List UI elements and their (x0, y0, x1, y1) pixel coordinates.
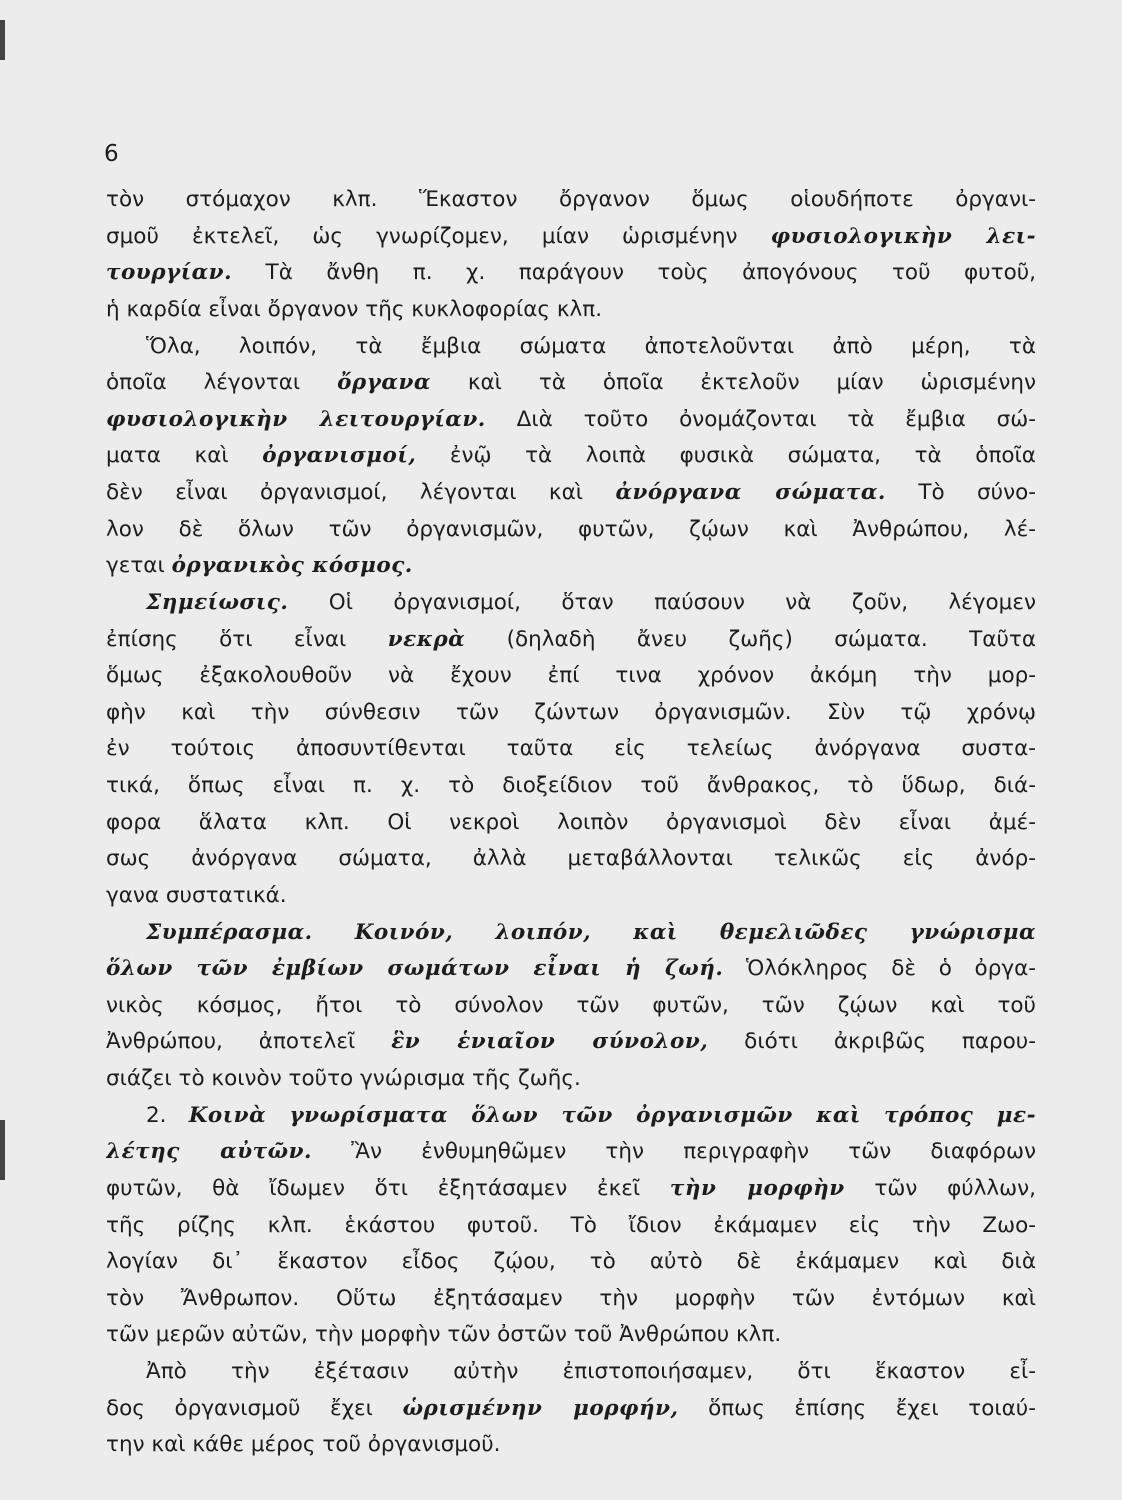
text-segment: δὲν εἶναι ὀργανισμοί, λέγονται καὶ (106, 480, 616, 505)
text-segment: λον δὲ ὅλων τῶν ὀργανισμῶν, φυτῶν, ζῴων καὶ Ἀνθρώπου, λέ- (106, 516, 1036, 542)
text-segment: φυτῶν, θὰ ἴδωμεν ὅτι ἐξητάσαμεν ἐκεῖ (106, 1175, 670, 1201)
body-text (106, 182, 1036, 1464)
text-segment: ὅπως ἐπίσης ἔχει τοιαύ- (678, 1395, 1036, 1421)
text-line (106, 365, 1036, 402)
text-line (106, 585, 1036, 622)
text-line (106, 402, 1036, 439)
text-line (106, 988, 1036, 1025)
text-segment: τὸν στόμαχον κλπ. Ἕκαστον ὄργανον ὅμως οἱουδήποτε ὀργανι- (106, 187, 1036, 212)
text-line (106, 951, 1036, 988)
emphasized-term: ὡρισμένην μορφήν, (402, 1395, 679, 1421)
text-segment: νικὸς κόσμος, ἤτοι τὸ σύνολον τῶν φυτῶν, τῶν ζῴων καὶ τοῦ (106, 992, 1036, 1018)
text-line (106, 1391, 1036, 1428)
text-segment: σιάζει τὸ κοινὸν τοῦτο γνώρισμα τῆς ζωῆς. (106, 1066, 581, 1091)
text-line (106, 1024, 1036, 1061)
emphasized-term: ὀργανισμοί, (262, 443, 417, 469)
text-segment: τὸν Ἄνθρωπον. Οὕτω ἐξητάσαμεν τὴν μορφὴν τῶν ἐντόμων καὶ (106, 1285, 1036, 1311)
text-line (106, 182, 1036, 219)
text-line (106, 1317, 1036, 1354)
text-segment: Τὸ σύνο- (885, 480, 1036, 505)
text-segment: φὴν καὶ τὴν σύνθεσιν τῶν ζώντων ὀργανισμῶν. Σὺν τῷ χρόνῳ (106, 699, 1036, 725)
text-segment: σμοῦ ἐκτελεῖ, ὡς γνωρίζομεν, μίαν ὡρισμένην (106, 223, 771, 249)
scan-edge-mark-middle (0, 1120, 5, 1180)
text-line (106, 292, 1036, 329)
emphasized-term: ὅλων τῶν ἐμβίων σωμάτων εἶναι ἡ ζωή. (106, 956, 724, 982)
text-segment: 2. (146, 1102, 189, 1128)
text-segment: τῶν μερῶν αὐτῶν, τὴν μορφὴν τῶν ὀστῶν τοῦ Ἀνθρώπου κλπ. (106, 1322, 782, 1348)
text-segment: τῶν φύλλων, (844, 1175, 1036, 1201)
text-line (106, 731, 1036, 768)
text-line (106, 805, 1036, 842)
text-line (106, 1061, 1036, 1098)
scan-edge-mark-top (0, 20, 5, 60)
emphasized-term: Κοινὰ γνωρίσματα ὅλων τῶν ὀργανισμῶν καὶ τρόπος με- (188, 1102, 1036, 1128)
text-segment: γεται (106, 553, 172, 579)
text-line (106, 841, 1036, 878)
emphasized-term: Συμπέρασμα. Κοινόν, λοιπόν, καὶ θεμελιῶδες γνώρισμα (146, 919, 1036, 945)
text-line (106, 1354, 1036, 1391)
text-segment: Ὅλα, λοιπόν, τὰ ἔμβια σώματα ἀποτελοῦνται ἀπὸ μέρη, τὰ (146, 333, 1036, 359)
text-line (106, 1208, 1036, 1245)
text-segment: Οἱ ὀργανισμοί, ὅταν παύσουν νὰ ζοῦν, λέγομεν (288, 589, 1036, 615)
text-segment: ματα καὶ (106, 443, 263, 469)
emphasized-term: ἀνόργανα σώματα. (615, 480, 886, 505)
text-segment: Ὁλόκληρος δὲ ὁ ὀργα- (723, 956, 1036, 982)
emphasized-term: ὀργανικὸς κόσμος. (171, 553, 413, 579)
text-segment: (δηλαδὴ ἄνευ ζωῆς) σώματα. Ταῦτα (465, 626, 1036, 652)
text-line (106, 255, 1036, 292)
emphasized-term: ἓν ἑνιαῖον σύνολον, (391, 1029, 709, 1055)
text-segment: διότι ἀκριβῶς παρου- (708, 1029, 1036, 1055)
text-line (106, 438, 1036, 475)
text-line (106, 1427, 1036, 1464)
text-segment: Ἀνθρώπου, ἀποτελεῖ (106, 1029, 392, 1055)
text-segment: ἐν τούτοις ἀποσυντίθενται ταῦτα εἰς τελείως ἀνόργανα συστα- (106, 736, 1036, 762)
text-line (106, 219, 1036, 256)
text-segment: Ἀπὸ τὴν ἐξέτασιν αὐτὴν ἐπιστοποιήσαμεν, ὅτι ἕκαστον εἶ- (146, 1359, 1036, 1384)
text-line (106, 658, 1036, 695)
text-segment: Ἂν ἐνθυμηθῶμεν τὴν περιγραφὴν τῶν διαφόρων (311, 1139, 1036, 1165)
text-segment: φορα ἅλατα κλπ. Οἱ νεκροὶ λοιπὸν ὀργανισμοὶ δὲν εἶναι ἀμέ- (106, 809, 1036, 835)
text-segment: ἡ καρδία εἶναι ὄργανον τῆς κυκλοφορίας κλπ. (106, 296, 603, 322)
emphasized-term: φυσιολογικὴν λει- (770, 223, 1036, 249)
text-line (106, 878, 1036, 915)
emphasized-term: φυσιολογικὴν λειτουργίαν. (106, 406, 486, 432)
emphasized-term: τὴν μορφὴν (669, 1175, 845, 1201)
text-segment: γανα συστατικά. (106, 882, 287, 908)
text-line (106, 475, 1036, 512)
text-segment: ἐνῷ τὰ λοιπὰ φυσικὰ σώματα, τὰ ὁποῖα (416, 443, 1036, 469)
text-line (106, 512, 1036, 549)
text-line (106, 1134, 1036, 1171)
emphasized-term: τουργίαν. (106, 260, 233, 286)
text-segment: τῆς ρίζης κλπ. ἑκάστου φυτοῦ. Τὸ ἴδιον ἐκάμαμεν εἰς τὴν Ζωο- (106, 1212, 1036, 1238)
text-line (106, 915, 1036, 952)
text-line (106, 1244, 1036, 1281)
text-segment: Διὰ τοῦτο ὀνομάζονται τὰ ἔμβια σώ- (485, 406, 1036, 432)
text-segment: καὶ τὰ ὁποῖα ἐκτελοῦν μίαν ὡρισμένην (430, 370, 1036, 396)
text-segment: Τὰ ἄνθη π. χ. παράγουν τοὺς ἀπογόνους τοῦ φυτοῦ, (232, 260, 1036, 286)
text-line (106, 1171, 1036, 1208)
text-line (106, 695, 1036, 732)
text-segment: λογίαν δι᾿ ἕκαστον εἶδος ζῴου, τὸ αὐτὸ δὲ ἐκάμαμεν καὶ διὰ (106, 1249, 1036, 1275)
text-segment: ὁποῖα λέγονται (106, 370, 338, 396)
text-segment: τικά, ὅπως εἶναι π. χ. τὸ διοξείδιον τοῦ ἄνθρακος, τὸ ὕδωρ, διά- (106, 773, 1036, 798)
text-line (106, 548, 1036, 585)
text-line (106, 1098, 1036, 1135)
text-line (106, 1281, 1036, 1318)
emphasized-term: λέτης αὐτῶν. (106, 1139, 312, 1165)
text-segment: ὅμως ἐξακολουθοῦν νὰ ἔχουν ἐπί τινα χρόνον ἀκόμη τὴν μορ- (106, 663, 1036, 689)
emphasized-term: ὄργανα (337, 370, 431, 396)
emphasized-term: νεκρὰ (387, 626, 466, 652)
text-segment: την καὶ κάθε μέρος τοῦ ὀργανισμοῦ. (106, 1432, 501, 1458)
text-segment: σως ἀνόργανα σώματα, ἀλλὰ μεταβάλλονται τελικῶς εἰς ἀνόρ- (106, 846, 1036, 872)
text-segment: δος ὀργανισμοῦ ἔχει (106, 1395, 403, 1421)
text-line (106, 768, 1036, 805)
emphasized-term: Σημείωσις. (146, 589, 289, 615)
page-number: 6 (104, 141, 119, 167)
text-line (106, 329, 1036, 366)
text-line (106, 622, 1036, 659)
text-segment: ἐπίσης ὅτι εἶναι (106, 626, 388, 652)
